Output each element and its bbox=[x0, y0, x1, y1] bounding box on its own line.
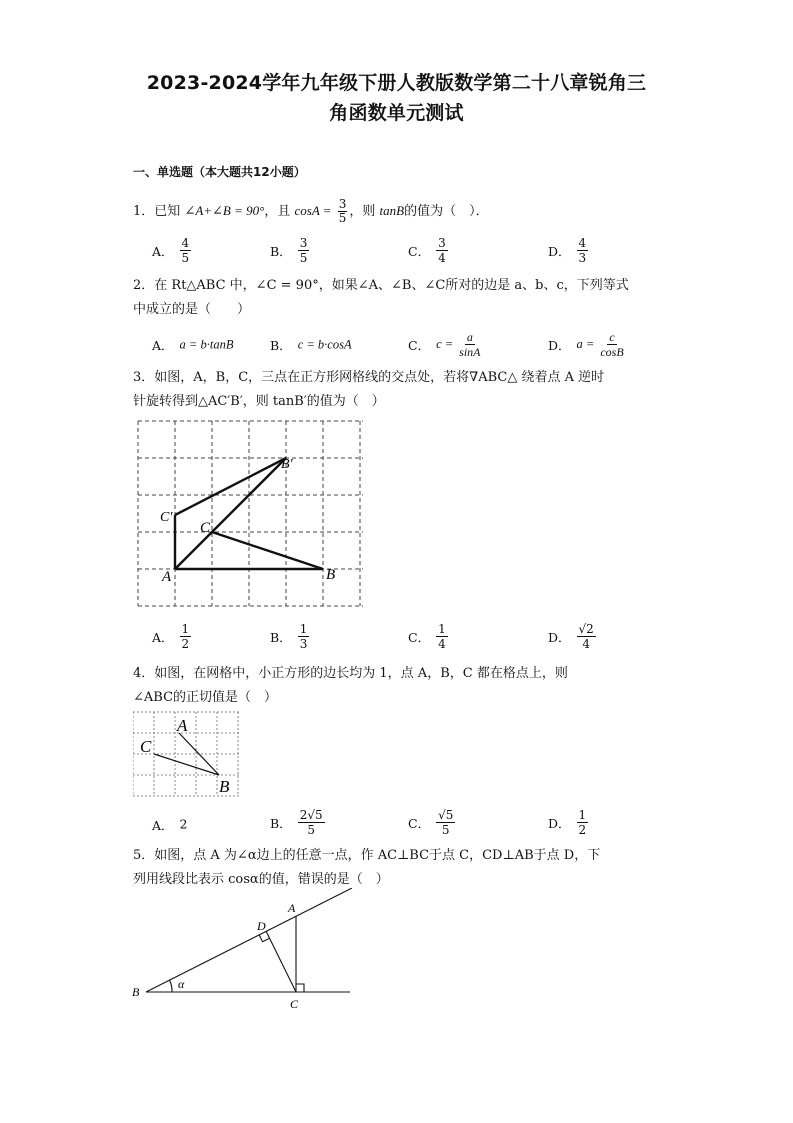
q5-label-c: C bbox=[290, 997, 299, 1011]
option-label: A． bbox=[152, 818, 174, 833]
option-label: B． bbox=[270, 629, 292, 645]
fraction-den: sinA bbox=[459, 345, 481, 359]
fraction-den: 4 bbox=[438, 637, 446, 651]
option-label: B． bbox=[270, 243, 292, 259]
option-label: D． bbox=[548, 337, 571, 353]
q3-option-a[interactable] bbox=[152, 622, 191, 651]
option-fraction bbox=[298, 236, 310, 265]
title-line-2: 角函数单元测试 bbox=[329, 102, 464, 124]
q1-pre: 已知 bbox=[154, 204, 181, 219]
q4-option-b[interactable] bbox=[270, 808, 325, 837]
q1-cos: cosA = bbox=[294, 203, 332, 218]
option-label: D． bbox=[548, 629, 571, 645]
q4-option-d[interactable] bbox=[548, 808, 588, 837]
fraction-num: √5 bbox=[438, 808, 454, 822]
q3-grid-figure bbox=[133, 415, 373, 615]
q5-label-a: A bbox=[288, 901, 296, 915]
q3-label-c-prime: C′ bbox=[160, 510, 173, 525]
option-text: c = b·cosA bbox=[297, 337, 352, 352]
document-title bbox=[60, 68, 733, 128]
q3-label-c: C bbox=[200, 520, 211, 536]
fraction-num: 4 bbox=[578, 236, 587, 250]
q3-label-b: B bbox=[326, 567, 336, 583]
q1-cos-num: 3 bbox=[338, 197, 347, 211]
q5-label-b: B bbox=[132, 985, 140, 999]
fraction-num: 1 bbox=[299, 622, 308, 636]
q4-grid-figure bbox=[133, 710, 245, 802]
q1-mid: ，且 bbox=[264, 204, 291, 219]
q3-option-b[interactable] bbox=[270, 622, 309, 651]
fraction-num: 1 bbox=[438, 622, 446, 636]
fraction-num: a bbox=[466, 330, 473, 344]
fraction-den: 2 bbox=[578, 823, 587, 837]
option-fraction bbox=[457, 330, 482, 359]
q4-line-1: 4．如图，在网格中，小正方形的边长均为 1，点 A，B，C 都在格点上，则 bbox=[133, 666, 568, 681]
q2-line-1: 2．在 Rt△ABC 中，∠C = 90°，如果∠A、∠B、∠C所对的边是 a、b、c，下列等式 bbox=[133, 278, 629, 293]
option-text: a = b·tanB bbox=[179, 337, 234, 352]
option-fraction bbox=[577, 622, 596, 651]
q5-lines bbox=[146, 888, 352, 992]
fraction-num: 1 bbox=[181, 622, 190, 636]
option-pre: c = bbox=[436, 337, 454, 351]
option-label: C． bbox=[408, 337, 431, 353]
option-label: D． bbox=[548, 243, 571, 259]
option-label: A． bbox=[152, 629, 174, 645]
q1-option-c[interactable] bbox=[408, 236, 448, 265]
title-line-1: 2023-2024学年九年级下册人教版数学第二十八章锐角三 bbox=[146, 72, 647, 94]
q5-figure bbox=[128, 888, 368, 1016]
q5-label-alpha: α bbox=[178, 977, 185, 991]
fraction-den: 3 bbox=[299, 637, 308, 651]
fraction-num: 2√5 bbox=[299, 808, 323, 822]
q4-label-c: C bbox=[140, 737, 152, 756]
q3-option-d[interactable] bbox=[548, 622, 596, 651]
fraction-den: 4 bbox=[438, 251, 446, 265]
q2-option-d[interactable] bbox=[548, 330, 626, 359]
option-fraction bbox=[436, 236, 448, 265]
section-heading: 一、单选题（本大题共12小题） bbox=[133, 165, 306, 179]
q1-cos-fraction bbox=[338, 198, 348, 225]
fraction-num: 4 bbox=[181, 236, 190, 250]
option-label: D． bbox=[548, 815, 571, 831]
q4-option-a[interactable] bbox=[152, 816, 187, 834]
q2-line-2: 中成立的是（ ） bbox=[133, 302, 251, 317]
option-label: C． bbox=[408, 629, 431, 645]
q5-line-1: 5．如图，点 A 为∠α边上的任意一点，作 AC⊥BC于点 C，CD⊥AB于点 D，下 bbox=[133, 848, 601, 863]
q3-line-2: 针旋转得到△AC′B′，则 tanB′的值为（ ） bbox=[133, 394, 385, 409]
fraction-den: 4 bbox=[582, 637, 590, 651]
fraction-den: 5 bbox=[299, 251, 308, 265]
q1-option-a[interactable] bbox=[152, 236, 191, 265]
question-1 bbox=[133, 198, 673, 225]
option-label: B． bbox=[270, 338, 292, 353]
option-fraction bbox=[436, 622, 448, 651]
option-fraction bbox=[298, 622, 310, 651]
q1-tail: 的值为（ ）． bbox=[404, 204, 489, 219]
fraction-num: 3 bbox=[438, 236, 446, 250]
q4-option-c[interactable] bbox=[408, 808, 455, 837]
q1-condition: ∠A+∠B = 90° bbox=[184, 203, 265, 218]
fraction-num: 1 bbox=[578, 808, 587, 822]
q2-option-a[interactable] bbox=[152, 336, 233, 354]
option-fraction bbox=[180, 622, 192, 651]
q3-line-1: 3．如图，A，B，C，三点在正方形网格线的交点处，若将∇ABC△ 绕着点 A 逆时 bbox=[133, 370, 605, 385]
option-label: A． bbox=[152, 243, 174, 259]
option-fraction bbox=[298, 808, 325, 837]
option-label: A． bbox=[152, 338, 174, 353]
q1-cos-den: 5 bbox=[338, 211, 347, 225]
fraction-den: 5 bbox=[307, 823, 315, 837]
q1-ask: tanB bbox=[379, 203, 405, 218]
q2-option-c[interactable] bbox=[408, 330, 483, 359]
q2-option-b[interactable] bbox=[270, 336, 352, 354]
option-fraction bbox=[180, 236, 192, 265]
fraction-num: √2 bbox=[578, 622, 594, 636]
q3-label-a: A bbox=[162, 569, 172, 585]
q1-option-d[interactable] bbox=[548, 236, 588, 265]
option-pre: a = bbox=[576, 337, 595, 351]
q4-line-2: ∠ABC的正切值是（ ） bbox=[133, 690, 278, 705]
fraction-den: cosB bbox=[600, 345, 624, 359]
q4-label-a: A bbox=[177, 716, 188, 735]
q3-label-b-prime: B′ bbox=[281, 457, 293, 472]
fraction-den: 5 bbox=[181, 251, 190, 265]
option-fraction bbox=[577, 808, 589, 837]
fraction-num: c bbox=[609, 330, 615, 344]
option-fraction bbox=[577, 236, 589, 265]
q5-label-d: D bbox=[257, 919, 266, 933]
question-3 bbox=[133, 366, 673, 414]
option-label: C． bbox=[408, 815, 431, 831]
q5-line-2: 列用线段比表示 cosα的值，错误的是（ ） bbox=[133, 872, 389, 887]
option-label: B． bbox=[270, 815, 292, 831]
fraction-num: 3 bbox=[299, 236, 308, 250]
option-fraction bbox=[436, 808, 455, 837]
q1-option-b[interactable] bbox=[270, 236, 309, 265]
option-fraction bbox=[598, 330, 625, 359]
question-2 bbox=[133, 274, 673, 322]
q3-option-c[interactable] bbox=[408, 622, 448, 651]
question-4 bbox=[133, 662, 673, 710]
option-label: C． bbox=[408, 243, 431, 259]
fraction-den: 5 bbox=[441, 823, 450, 837]
q1-number: 1． bbox=[133, 204, 155, 219]
q4-label-b: B bbox=[219, 777, 230, 796]
question-5 bbox=[133, 844, 673, 892]
fraction-den: 2 bbox=[181, 637, 190, 651]
q1-post: ，则 bbox=[349, 204, 376, 219]
option-text: 2 bbox=[179, 816, 188, 832]
fraction-den: 3 bbox=[578, 251, 587, 265]
